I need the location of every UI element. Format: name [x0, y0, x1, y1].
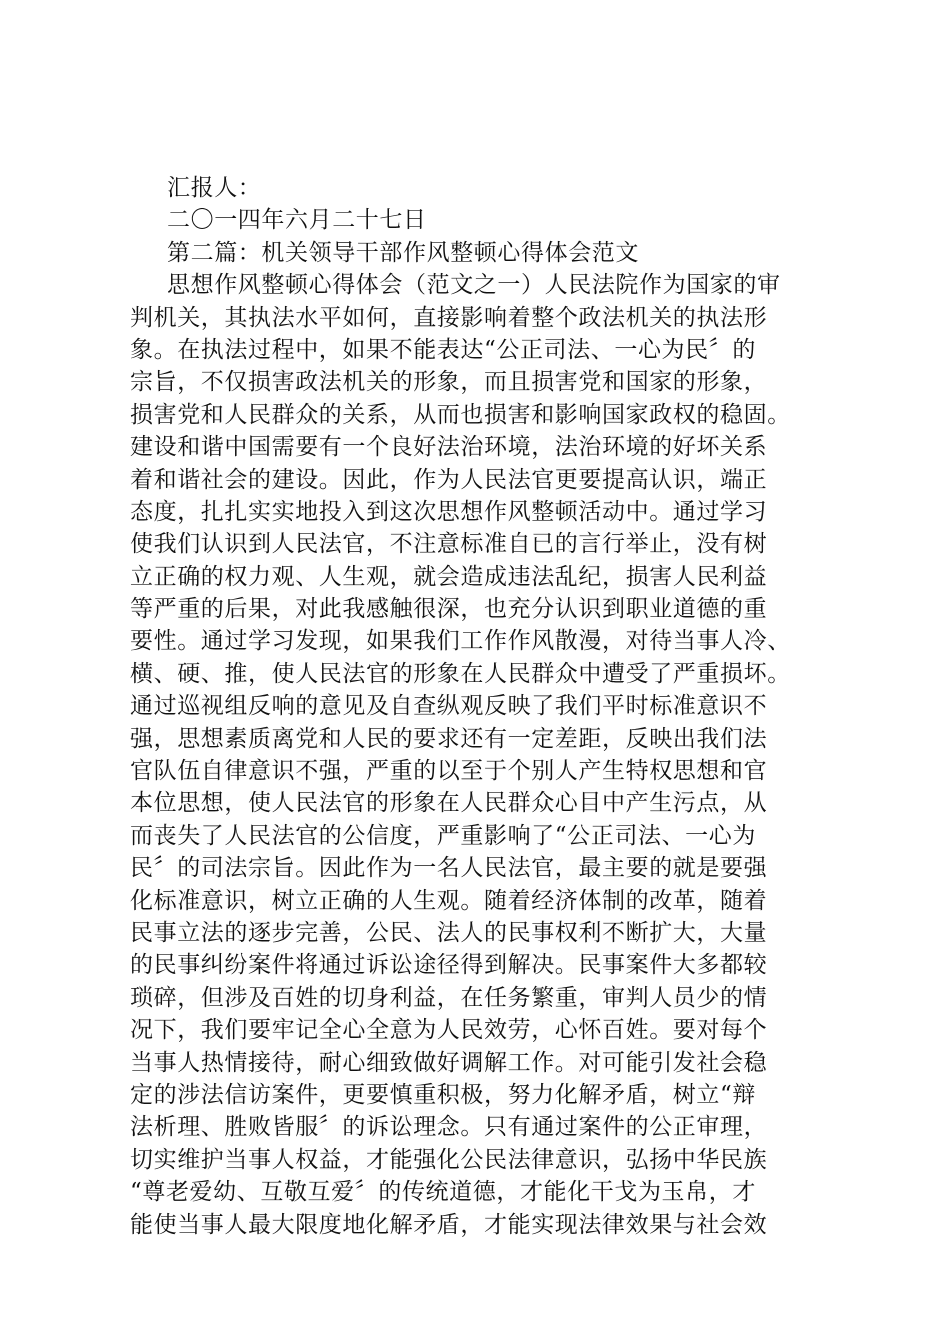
body-line: 宗旨，不仅损害政法机关的形象，而且损害党和国家的形象，: [130, 369, 768, 396]
body-line: 强，思想素质离党和人民的要求还有一定差距，反映出我们法: [130, 725, 768, 752]
body-line: “尊老爱幼、互敬互爱〞的传统道德，才能化干戈为玉帛，才: [130, 1179, 756, 1206]
body-line: 而丧失了人民法官的公信度，严重影响了“公正司法、一心为: [130, 822, 756, 849]
body-line: 况下，我们要牢记全心全意为人民效劳，心怀百姓。要对每个: [130, 1017, 768, 1044]
body-line: 着和谐社会的建设。因此，作为人民法官更要提高认识，端正: [130, 466, 768, 493]
reporter-label: 汇报人：: [167, 175, 262, 201]
body-line: 建设和谐中国需要有一个良好法治环境，法治环境的好坏关系: [130, 434, 768, 461]
body-line: 民事立法的逐步完善，公民、法人的民事权利不断扩大，大量: [130, 919, 768, 946]
body-line: 切实维护当事人权益，才能强化公民法律意识，弘扬中华民族: [130, 1146, 768, 1173]
body-line: 琐碎，但涉及百姓的切身利益，在任务繁重，审判人员少的情: [130, 984, 768, 1011]
body-line: 思想作风整顿心得体会（范文之一）人民法院作为国家的审: [167, 272, 781, 299]
body-line: 等严重的后果，对此我感触很深，也充分认识到职业道德的重: [130, 596, 768, 623]
body-line: 损害党和人民群众的关系，从而也损害和影响国家政权的稳固。: [130, 401, 791, 428]
body-line: 判机关，其执法水平如何，直接影响着整个政法机关的执法形: [130, 304, 768, 331]
body-line: 定的涉法信访案件，更要慎重积极，努力化解矛盾，树立“辩: [130, 1081, 756, 1108]
document-text: [130, 172, 830, 1241]
body-line: 的民事纠纷案件将通过诉讼途径得到解决。民事案件大多都较: [130, 952, 768, 979]
body-line: 民〞的司法宗旨。因此作为一名人民法官，最主要的就是要强: [130, 855, 768, 882]
section-title: 第二篇：机关领导干部作风整顿心得体会范文: [167, 239, 639, 266]
body-line: 要性。通过学习发现，如果我们工作作风散漫，对待当事人冷、: [130, 628, 791, 655]
body-line: 本位思想，使人民法官的形象在人民群众心目中产生污点，从: [130, 790, 768, 817]
body-line: 官队伍自律意识不强，严重的以至于个别人产生特权思想和官: [130, 758, 768, 785]
body-line: 使我们认识到人民法官，不注意标准自已的言行举止，没有树: [130, 531, 768, 558]
body-line: 态度，扎扎实实地投入到这次思想作风整顿活动中。通过学习: [130, 498, 768, 525]
body-line: 化标准意识，树立正确的人生观。随着经济体制的改革，随着: [130, 887, 768, 914]
body-line: 横、硬、推，使人民法官的形象在人民群众中遭受了严重损坏。: [130, 660, 791, 687]
body-line: 通过巡视组反响的意见及自查纵观反映了我们平时标准意识不: [130, 693, 768, 720]
report-date: 二〇一四年六月二十七日: [167, 207, 427, 234]
body-line: 立正确的权力观、人生观，就会造成违法乱纪，损害人民利益: [130, 563, 768, 590]
body-line: 法析理、胜败皆服〞的诉讼理念。只有通过案件的公正审理，: [130, 1114, 768, 1141]
body-line: 当事人热情接待，耐心细致做好调解工作。对可能引发社会稳: [130, 1049, 768, 1076]
body-line: 象。在执法过程中，如果不能表达“公正司法、一心为民〞的: [130, 336, 756, 363]
body-line: 能使当事人最大限度地化解矛盾，才能实现法律效果与社会效: [130, 1211, 768, 1238]
